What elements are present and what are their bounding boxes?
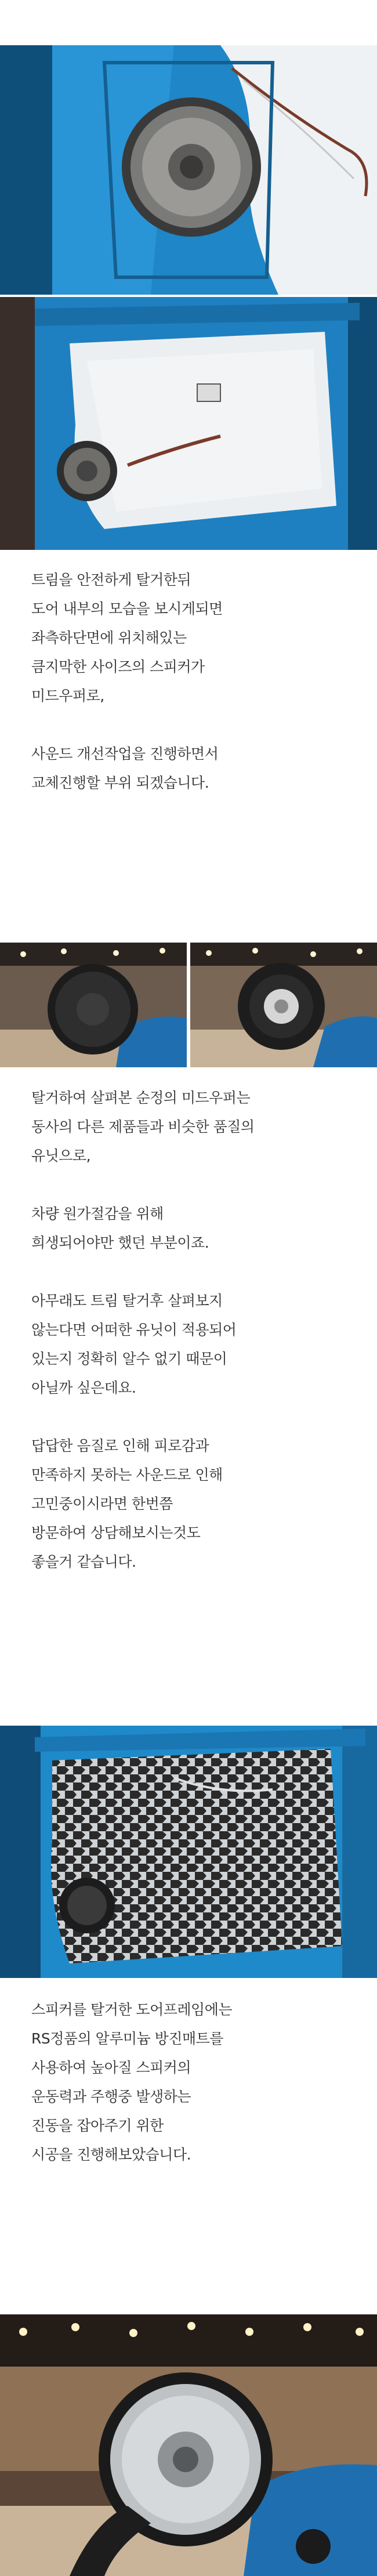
- text-line: 답답한 음질로 인해 피로감과: [31, 1437, 209, 1454]
- text-line: 스피커를 탈거한 도어프레임에는: [31, 2001, 232, 2018]
- text-line: 좋을거 같습니다.: [31, 1553, 136, 1570]
- door-frame-insulation-photo: [0, 297, 377, 550]
- damping-mat-door-photo: [0, 1726, 377, 1978]
- text-line: 미드우퍼로,: [31, 687, 104, 704]
- text-line: 방문하여 상담해보시는것도: [31, 1524, 201, 1541]
- text-line: 사운드 개선작업을 진행하면서: [31, 745, 219, 762]
- text-line: 아닐까 싶은데요.: [31, 1379, 136, 1396]
- text-line: 차량 원가절감을 위해: [31, 1205, 164, 1222]
- text-line: 동사의 다른 제품들과 비슷한 품질의: [31, 1118, 255, 1135]
- text-line: RS정품의 알루미늄 방진매트를: [31, 2030, 223, 2047]
- text-line: 운동력과 주행중 발생하는: [31, 2088, 191, 2105]
- stock-midwoofer-photos: [0, 943, 377, 1067]
- text-line: 시공을 진행해보았습니다.: [31, 2146, 191, 2163]
- text-spacer: [31, 711, 356, 740]
- text-spacer: [31, 1403, 356, 1432]
- text-line: 고민중이시라면 한번쯤: [31, 1495, 173, 1512]
- text-line: 사용하여 높아질 스피커의: [31, 2059, 191, 2076]
- text-line: 진동을 잡아주기 위한: [31, 2117, 164, 2134]
- text-line: 유닛으로,: [31, 1147, 91, 1164]
- text-spacer: [31, 1258, 356, 1287]
- text-line: 희생되어야만 했던 부분이죠.: [31, 1234, 209, 1251]
- text-line: 있는지 정확히 알수 없기 때문이: [31, 1350, 227, 1367]
- text-line: 만족하지 못하는 사운드로 인해: [31, 1466, 223, 1483]
- text-line: 않는다면 어떠한 유닛이 적용되어: [31, 1321, 237, 1338]
- text-spacer: [31, 1171, 356, 1200]
- text-line: 교체진행할 부위 되겠습니다.: [31, 774, 209, 791]
- text-line: 큼지막한 사이즈의 스피커가: [31, 658, 205, 675]
- text-line: 좌측하단면에 위치해있는: [31, 629, 187, 646]
- text-line: 트림을 안전하게 탈거한뒤: [31, 571, 191, 588]
- damping-text: [31, 1995, 356, 2169]
- text-line: 도어 내부의 모습을 보시게되면: [31, 600, 223, 617]
- replacement-speaker-photo: [0, 2314, 377, 2576]
- text-line: 탈거하여 살펴본 순정의 미드우퍼는: [31, 1089, 251, 1106]
- intro-text: [31, 566, 356, 798]
- text-line: 아무래도 트림 탈거후 살펴보지: [31, 1292, 223, 1309]
- door-panel-speaker-photo: [0, 45, 377, 295]
- stock-woofer-text: [31, 1084, 356, 1577]
